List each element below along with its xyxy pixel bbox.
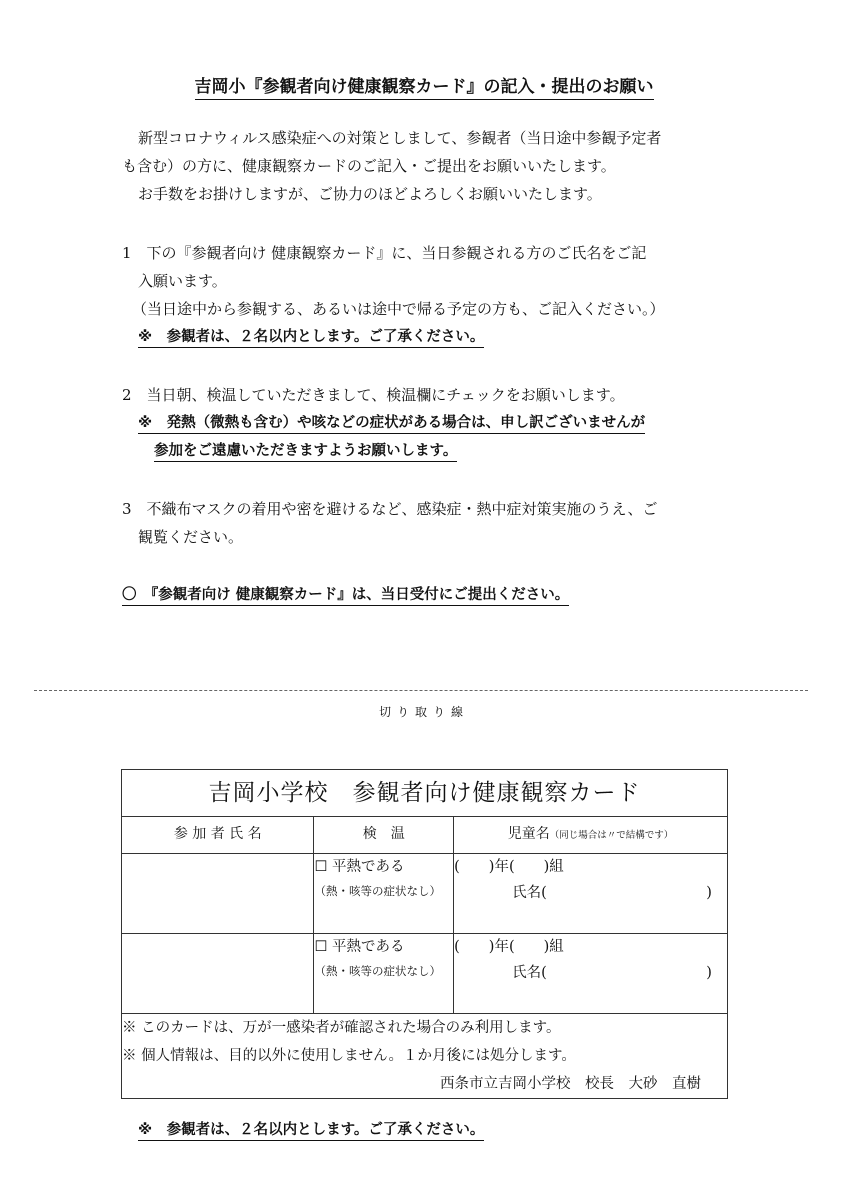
- footer-note: ※ 参観者は、２名以内とします。ご了承ください。: [138, 1116, 484, 1144]
- cut-line: [34, 690, 808, 691]
- card-note-1: ※ このカードは、万が一感染者が確認された場合のみ利用します。: [122, 1020, 561, 1036]
- cut-line-label: 切り取り線: [378, 705, 469, 719]
- col-header-child: 児童名（同じ場合は〃で結構です）: [454, 817, 728, 854]
- participant-name-field[interactable]: [122, 854, 314, 934]
- submit-note: 〇 『参観者向け 健康観察カード』は、当日受付にご提出ください。: [122, 581, 569, 609]
- temp-check-note: （熱・咳等の症状なし）: [314, 964, 441, 978]
- child-name-field: 氏名( ): [512, 965, 712, 981]
- item1-note: ※ 参観者は、２名以内とします。ご了承ください。: [138, 323, 484, 351]
- temp-check-cell[interactable]: [314, 854, 454, 934]
- card-title: 吉岡小学校 参観者向け健康観察カード: [122, 770, 728, 817]
- card-note-2: ※ 個人情報は、目的以外に使用しません。１か月後には処分します。: [122, 1048, 576, 1064]
- item2-note-2: 参加をご遠慮いただきますようお願いします。: [154, 437, 457, 465]
- normal-temp-checkbox[interactable]: ☐ 平熱である: [314, 859, 405, 875]
- principal-signature: 西条市立吉岡小学校 校長 大砂 直樹: [440, 1076, 701, 1092]
- temp-check-note: （熱・咳等の症状なし）: [314, 884, 441, 898]
- intro-line-3: お手数をお掛けしますが、ご协力のほどよろしくお願いいたします。: [138, 185, 602, 203]
- page-title: 吉岡小『参観者向け健康観察カード』の記入・提出のお願い: [0, 72, 848, 97]
- col-header-child-note: （同じ場合は〃で結構です）: [549, 830, 674, 841]
- temp-check-cell[interactable]: [314, 934, 454, 1014]
- item3-line-1: 3 不織布マスクの着用や密を避けるなど、感染症・熱中症対策実施のうえ、ご: [122, 500, 658, 518]
- item1-line-2: 入願います。: [138, 272, 227, 290]
- col-header-name: 参 加 者 氏 名: [122, 817, 314, 854]
- card-row: [122, 934, 728, 1014]
- child-info-cell[interactable]: [454, 854, 728, 934]
- col-header-temp: 検 温: [314, 817, 454, 854]
- item2-note-1: ※ 発熱（微熱も含む）や咳などの症状がある場合は、申し訳ございませんが: [138, 409, 645, 437]
- card-row: [122, 854, 728, 934]
- child-grade-class: ( )年( )組: [454, 939, 564, 955]
- normal-temp-checkbox[interactable]: ☐ 平熱である: [314, 939, 405, 955]
- item2-line-1: 2 当日朝、検温していただきまして、検温欄にチェックをお願いします。: [122, 386, 625, 404]
- child-name-field: 氏名( ): [512, 885, 712, 901]
- participant-name-field[interactable]: [122, 934, 314, 1014]
- card-notes: [122, 1014, 728, 1099]
- intro-line-2: も含む）の方に、健康観察カードのご記入・ご提出をお願いいたします。: [122, 157, 616, 175]
- child-grade-class: ( )年( )組: [454, 859, 564, 875]
- intro-line-1: 新型コロナウィルス感染症への対策としまして、参観者（当日途中参観予定者: [138, 129, 662, 147]
- health-card: [121, 769, 728, 1099]
- item1-line-1: 1 下の『参観者向け 健康観察カード』に、当日参観される方のご氏名をご記: [122, 244, 647, 262]
- item3-line-2: 観覧ください。: [138, 528, 244, 546]
- child-info-cell[interactable]: [454, 934, 728, 1014]
- item1-line-3: （当日途中から参観する、あるいは途中で帰る予定の方も、ご記入ください。）: [132, 300, 665, 318]
